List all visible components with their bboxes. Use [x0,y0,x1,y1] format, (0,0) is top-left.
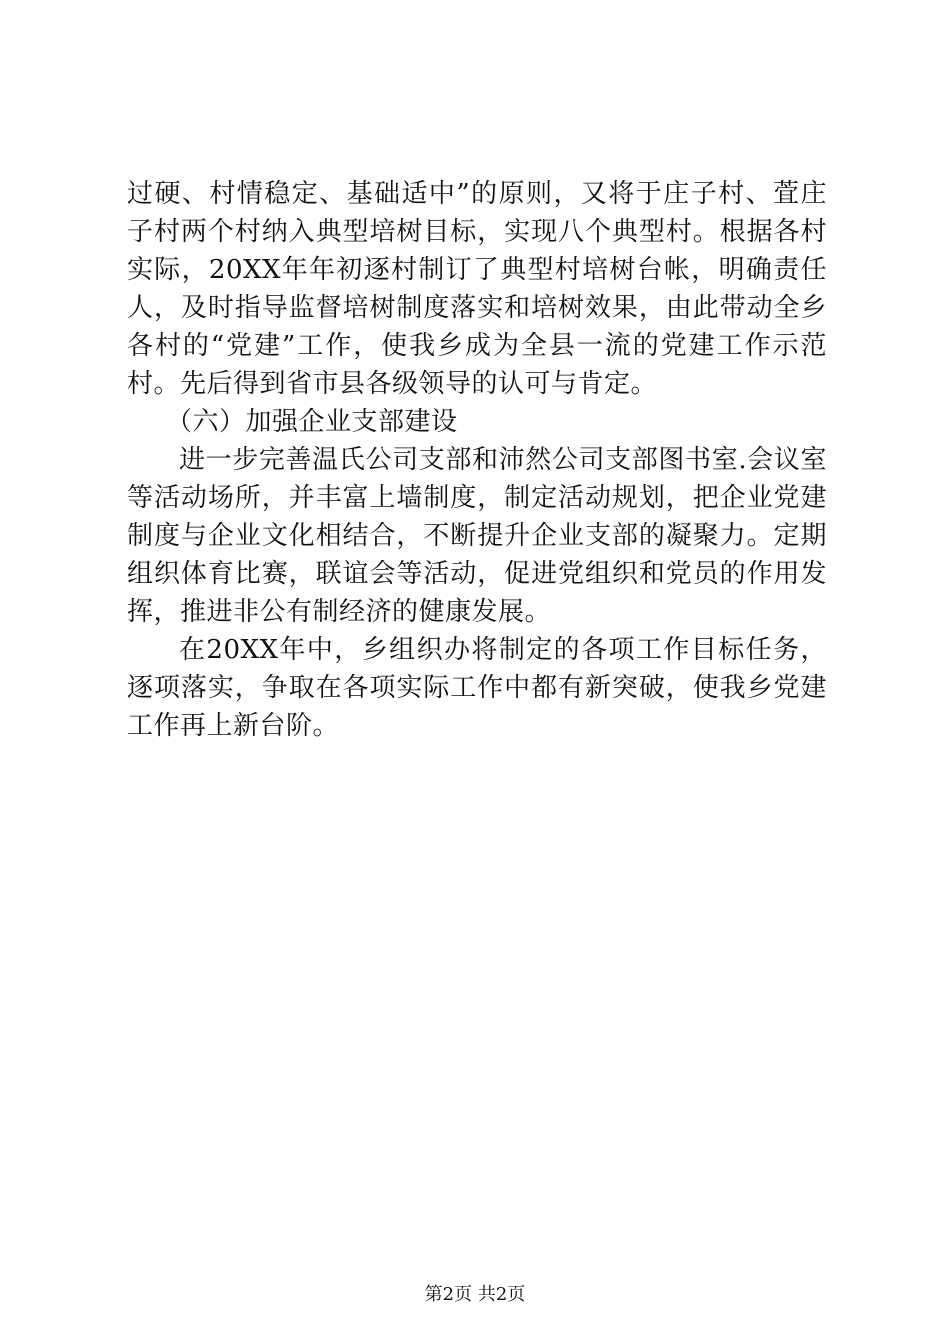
paragraph-conclusion: 在20XX年中，乡组织办将制定的各项工作目标任务，逐项落实，争取在各项实际工作中都有新突破，使我乡党建工作再上新台阶。 [127,635,827,741]
section-heading: （六）加强企业支部建设 [166,407,458,437]
document-body [127,175,827,745]
page-footer: 第2页 共2页 [424,1284,526,1305]
paragraph-enterprise-branch: 进一步完善温氏公司支部和沛然公司支部图书室.会议室等活动场所，并丰富上墙制度，制定活动规划，把企业党建制度与企业文化相结合，不断提升企业支部的凝聚力。定期组织体育比赛，联谊会等活动，促进党组织和党员的作用发挥，推进非公有制经济的健康发展。 [127,445,827,627]
paragraph-continuation: 过硬、村情稳定、基础适中”的原则，又将于庄子村、萓庄子村两个村纳入典型培树目标，实现八个典型村。根据各村实际，20XX年年初逐村制订了典型村培树台帐，明确责任人，及时指导监督培树制度落实和培树效果，由此带动全乡各村的“党建”工作，使我乡成为全县一流的党建工作示范村。先后得到省市县各级领导的认可与肯定。 [127,179,827,399]
